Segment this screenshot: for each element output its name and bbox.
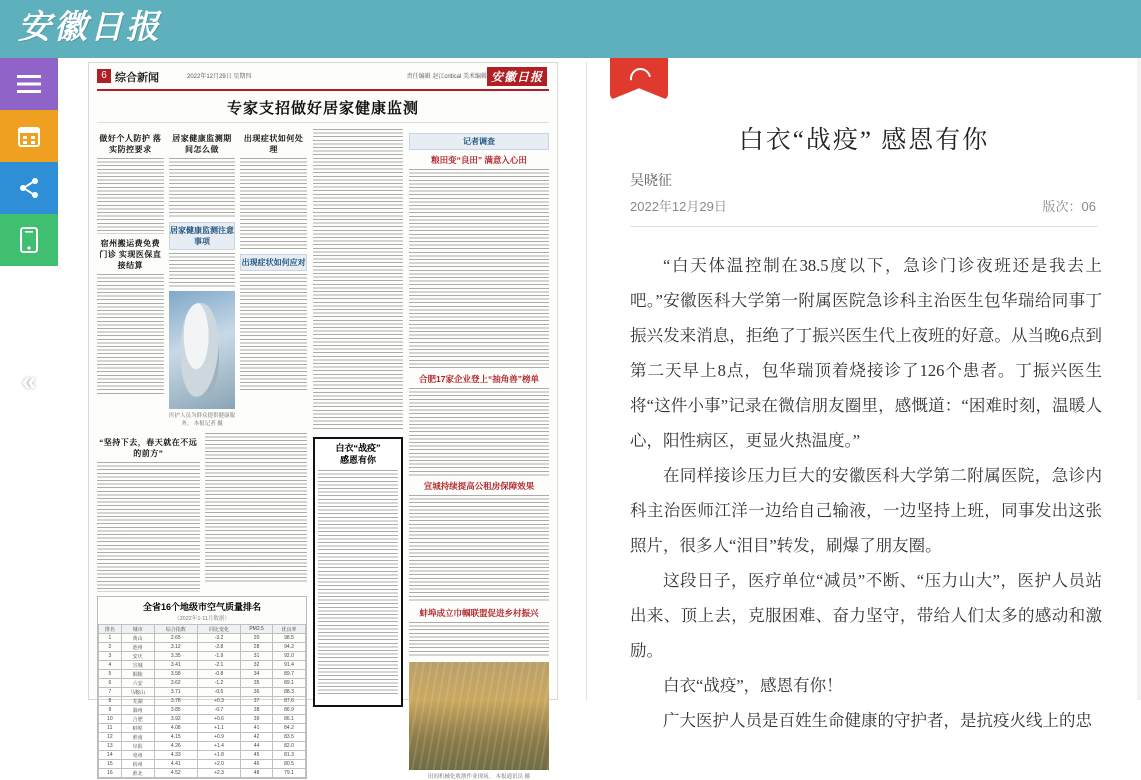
table-row: 10 合肥 3.92 +0.6 39 86.1 bbox=[99, 715, 306, 724]
highlight-title-line1: 白衣“战疫” bbox=[335, 443, 381, 453]
paper-column-left bbox=[97, 129, 307, 780]
paper-subhead-3: 宿州搬运费免费门诊 实现医保直接结算 bbox=[99, 239, 162, 270]
collapse-sidebar-button[interactable]: « bbox=[21, 365, 37, 396]
paper-column-middle bbox=[313, 129, 403, 780]
table-header-row bbox=[99, 625, 306, 634]
paper-subhead-4: “坚持下去，春天就在不远的前方” bbox=[99, 438, 198, 458]
table-row: 1 黄山 2.65 -3.2 20 98.5 bbox=[99, 634, 306, 643]
mobile-button[interactable] bbox=[0, 214, 58, 266]
paper-headline: 专家支招做好居家健康监测 bbox=[97, 97, 549, 123]
article-title: 白衣“战疫” 感恩有你 bbox=[738, 127, 990, 154]
table-row: 4 宣城 3.41 -2.1 32 91.4 bbox=[99, 661, 306, 670]
calendar-button[interactable] bbox=[0, 110, 58, 162]
paper-subhead-1: 居家健康监测期间怎么做 bbox=[172, 134, 232, 154]
table-row: 2 池州 3.12 -2.8 28 94.2 bbox=[99, 643, 306, 652]
th-3: 同比变化 bbox=[197, 625, 240, 634]
table-row: 16 淮北 4.52 +2.3 48 79.1 bbox=[99, 769, 306, 778]
table-body bbox=[99, 634, 306, 778]
paper-table-subtitle: （2022年1-11月数据） bbox=[174, 616, 230, 622]
table-row: 13 阜阳 4.26 +1.4 44 82.0 bbox=[99, 742, 306, 751]
article-paragraph: 白衣“战疫”，感恩有你！ bbox=[663, 676, 843, 695]
paper-block-title-b: 出现症状如何应对 bbox=[240, 254, 307, 271]
paper-table-title: 全省16个地级市空气质量排名 bbox=[142, 602, 261, 612]
table-row: 14 亳州 4.33 +1.8 45 81.3 bbox=[99, 751, 306, 760]
paper-photo-field bbox=[409, 662, 549, 770]
article-edition: 版次：06 bbox=[1042, 199, 1096, 214]
table-row: 5 铜陵 3.58 -0.8 34 89.7 bbox=[99, 670, 306, 679]
paper-columns bbox=[97, 129, 549, 780]
paper-side-block-2: 合肥17家企业登上“抽角兽”榜单 bbox=[419, 374, 539, 384]
calendar-icon bbox=[17, 124, 41, 148]
article-author: 吴晓征 bbox=[630, 172, 672, 188]
air-quality-grid bbox=[98, 624, 306, 778]
article-paragraph: 在同样接诊压力巨大的安徽医科大学第二附属医院，急诊内科主治医师江洋一边给自己输液，一边坚持上班，同事发出这张照片，很多人“泪目”转发，刷爆了朋友圈。 bbox=[630, 466, 1102, 555]
table-row: 12 淮南 4.15 +0.9 42 83.5 bbox=[99, 733, 306, 742]
table-row: 9 滁州 3.85 -0.7 38 86.9 bbox=[99, 706, 306, 715]
paper-side-block-4: 蚌埠成立巾帼联盟促进乡村振兴 bbox=[419, 608, 539, 618]
article-paragraph: “白天体温控制在38.5度以下，急诊门诊夜班还是我去上吧。”安徽医科大学第一附属医院急诊科主治医生包华瑞给同事丁振兴发来消息，拒绝了丁振兴医生代上夜班的好意。从当晚6点到第二天早上8点，包华瑞顶着烧接诊了126个患者。丁振兴医生将“这件小事”记录在微信朋友圈里，感慨道：“困难时刻，温暖人心，阳性病区，更显火热温度。” bbox=[630, 256, 1102, 450]
article-divider bbox=[630, 226, 1098, 227]
th-5: 优良率 bbox=[272, 625, 305, 634]
left-icon-rail bbox=[0, 58, 58, 700]
paper-block-title-a: 居家健康监测注意事项 bbox=[169, 222, 236, 250]
paper-air-quality-table bbox=[97, 596, 307, 779]
table-row: 7 马鞍山 3.71 -0.5 36 88.3 bbox=[99, 688, 306, 697]
mobile-icon bbox=[20, 227, 38, 253]
th-1: 城市 bbox=[121, 625, 154, 634]
table-row: 6 六安 3.62 -1.2 35 89.1 bbox=[99, 679, 306, 688]
article-paragraph: 广大医护人员是百姓生命健康的守护者，是抗疫火线上的忠 bbox=[663, 711, 1092, 730]
page-number-badge: 6 bbox=[97, 69, 111, 83]
share-icon bbox=[17, 176, 41, 200]
table-row: 8 芜湖 3.78 +0.3 37 87.6 bbox=[99, 697, 306, 706]
newspaper-page-preview[interactable] bbox=[88, 62, 558, 780]
share-button[interactable] bbox=[0, 162, 58, 214]
paper-section-title: 综合新闻 bbox=[115, 72, 159, 84]
paper-subhead-0: 做好个人防护 落实防控要求 bbox=[99, 134, 162, 154]
article-paragraph: 这段日子，医疗单位“减员”不断、“压力山大”，医护人员站出来、顶上去，克服困难、奋力坚守，带给人们太多的感动和激励。 bbox=[630, 571, 1102, 660]
hamburger-icon bbox=[16, 74, 42, 94]
vertical-divider bbox=[586, 62, 587, 700]
paper-caption-0: 医护人员为群众提供健康服务。 本报记者 摄 bbox=[169, 413, 236, 427]
paper-logo: 安徽日报 bbox=[487, 67, 547, 86]
paper-side-block-1: 粮田变“良田” 满意入心田 bbox=[431, 155, 527, 165]
site-header bbox=[0, 0, 1141, 58]
page-scrollbar[interactable] bbox=[1137, 58, 1141, 700]
paper-side-block-3: 宣城持续提高公租房保障效果 bbox=[423, 481, 535, 491]
article-body bbox=[630, 248, 1102, 753]
paper-date: 2022年12月29日 星期四 bbox=[187, 74, 252, 80]
menu-button[interactable] bbox=[0, 58, 58, 110]
bookmark-icon[interactable] bbox=[610, 58, 668, 100]
th-4: PM2.5 bbox=[241, 625, 273, 634]
paper-editor-info: 责任编辑 赵江critical 美术编辑 bbox=[406, 74, 487, 80]
paper-body bbox=[97, 97, 549, 780]
th-0: 排名 bbox=[99, 625, 122, 634]
paper-column-right bbox=[409, 129, 549, 780]
table-row: 15 宿州 4.41 +2.0 46 80.5 bbox=[99, 760, 306, 769]
masthead-logo: 安徽日报 bbox=[18, 10, 162, 46]
paper-photo-doctor bbox=[169, 291, 236, 409]
article-date: 2022年12月29日 bbox=[630, 199, 727, 214]
th-2: 综合指数 bbox=[154, 625, 197, 634]
paper-caption-1: 田间机械化收割作业现场。 本报通讯员 摄 bbox=[427, 774, 531, 780]
article-pane bbox=[610, 58, 1118, 730]
paper-subhead-2: 出现症状如何处理 bbox=[243, 134, 304, 154]
paper-side-block-0: 记者调查 bbox=[409, 133, 549, 150]
table-row: 11 蚌埠 4.08 +1.1 41 84.2 bbox=[99, 724, 306, 733]
table-row: 3 安庆 3.35 -1.9 31 92.0 bbox=[99, 652, 306, 661]
highlighted-article-box[interactable] bbox=[313, 437, 403, 707]
highlight-title-line2: 感恩有你 bbox=[339, 455, 376, 465]
paper-masthead-bar bbox=[97, 69, 549, 91]
